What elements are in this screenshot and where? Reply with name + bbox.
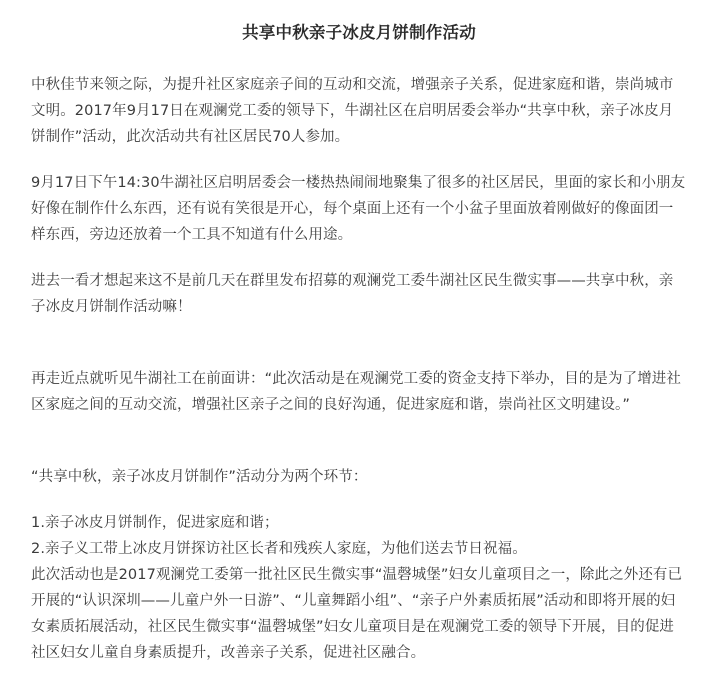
article-body (31, 72, 687, 666)
paragraph-spacer (31, 418, 687, 464)
paragraph-intro: 中秋佳节来领之际，为提升社区家庭亲子间的互动和交流，增强亲子关系，促进家庭和谐，崇尚城市文明。2017年9月17日在观澜党工委的领导下，牛湖社区在启明居委会举办“共享中秋，亲子冰皮月饼制作”活动，此次活动共有社区居民70人参加。 (31, 77, 674, 145)
paragraph-spacer (31, 490, 687, 510)
paragraph-spacer (31, 248, 687, 268)
list-item-segment-1: 1.亲子冰皮月饼制作，促进家庭和谐； (31, 515, 279, 531)
paragraph-spacer (31, 150, 687, 170)
paragraph-quote: 再走近点就听见牛湖社工在前面讲：“此次活动是在观澜党工委的资金支持下举办，目的是为了增进社区家庭之间的互动交流，增强社区亲子之间的良好沟通，促进家庭和谐，崇尚社区文明建设。” (31, 371, 682, 413)
list-item-segment-2: 2.亲子义工带上冰皮月饼探访社区长者和残疾人家庭，为他们送去节日祝福。 (31, 541, 527, 557)
paragraph-scene: 9月17日下午14:30牛湖社区启明居委会一楼热热闹闹地聚集了很多的社区居民，里面的家长和小朋友好像在制作什么东西，还有说有笑很是开心，每个桌面上还有一个小盆子里面放着刚做好的像面团一样东西，旁边还放着一个工具不知道有什么用途。 (31, 175, 686, 243)
paragraph-segments-intro: “共享中秋，亲子冰皮月饼制作”活动分为两个环节： (31, 469, 368, 485)
paragraph-project: 此次活动也是2017观澜党工委第一批社区民生微实事“温磬城堡”妇女儿童项目之一，除此之外还有已开展的“认识深圳——儿童户外一日游”、“儿童舞蹈小组”、“亲子户外素质拓展”活动和即将开展的妇女素质拓展活动，社区民生微实事“温磬城堡”妇女儿童项目是在观澜党工委的领导下开展，目的促进社区妇女儿童自身素质提升，改善亲子关系，促进社区融合。 (31, 567, 683, 661)
article-title: 共享中秋亲子冰皮月饼制作活动 (242, 23, 476, 42)
paragraph-recognize: 进去一看才想起来这不是前几天在群里发布招募的观澜党工委牛湖社区民生微实事——共享中秋，亲子冰皮月饼制作活动嘛！ (31, 273, 674, 315)
paragraph-spacer (31, 320, 687, 366)
